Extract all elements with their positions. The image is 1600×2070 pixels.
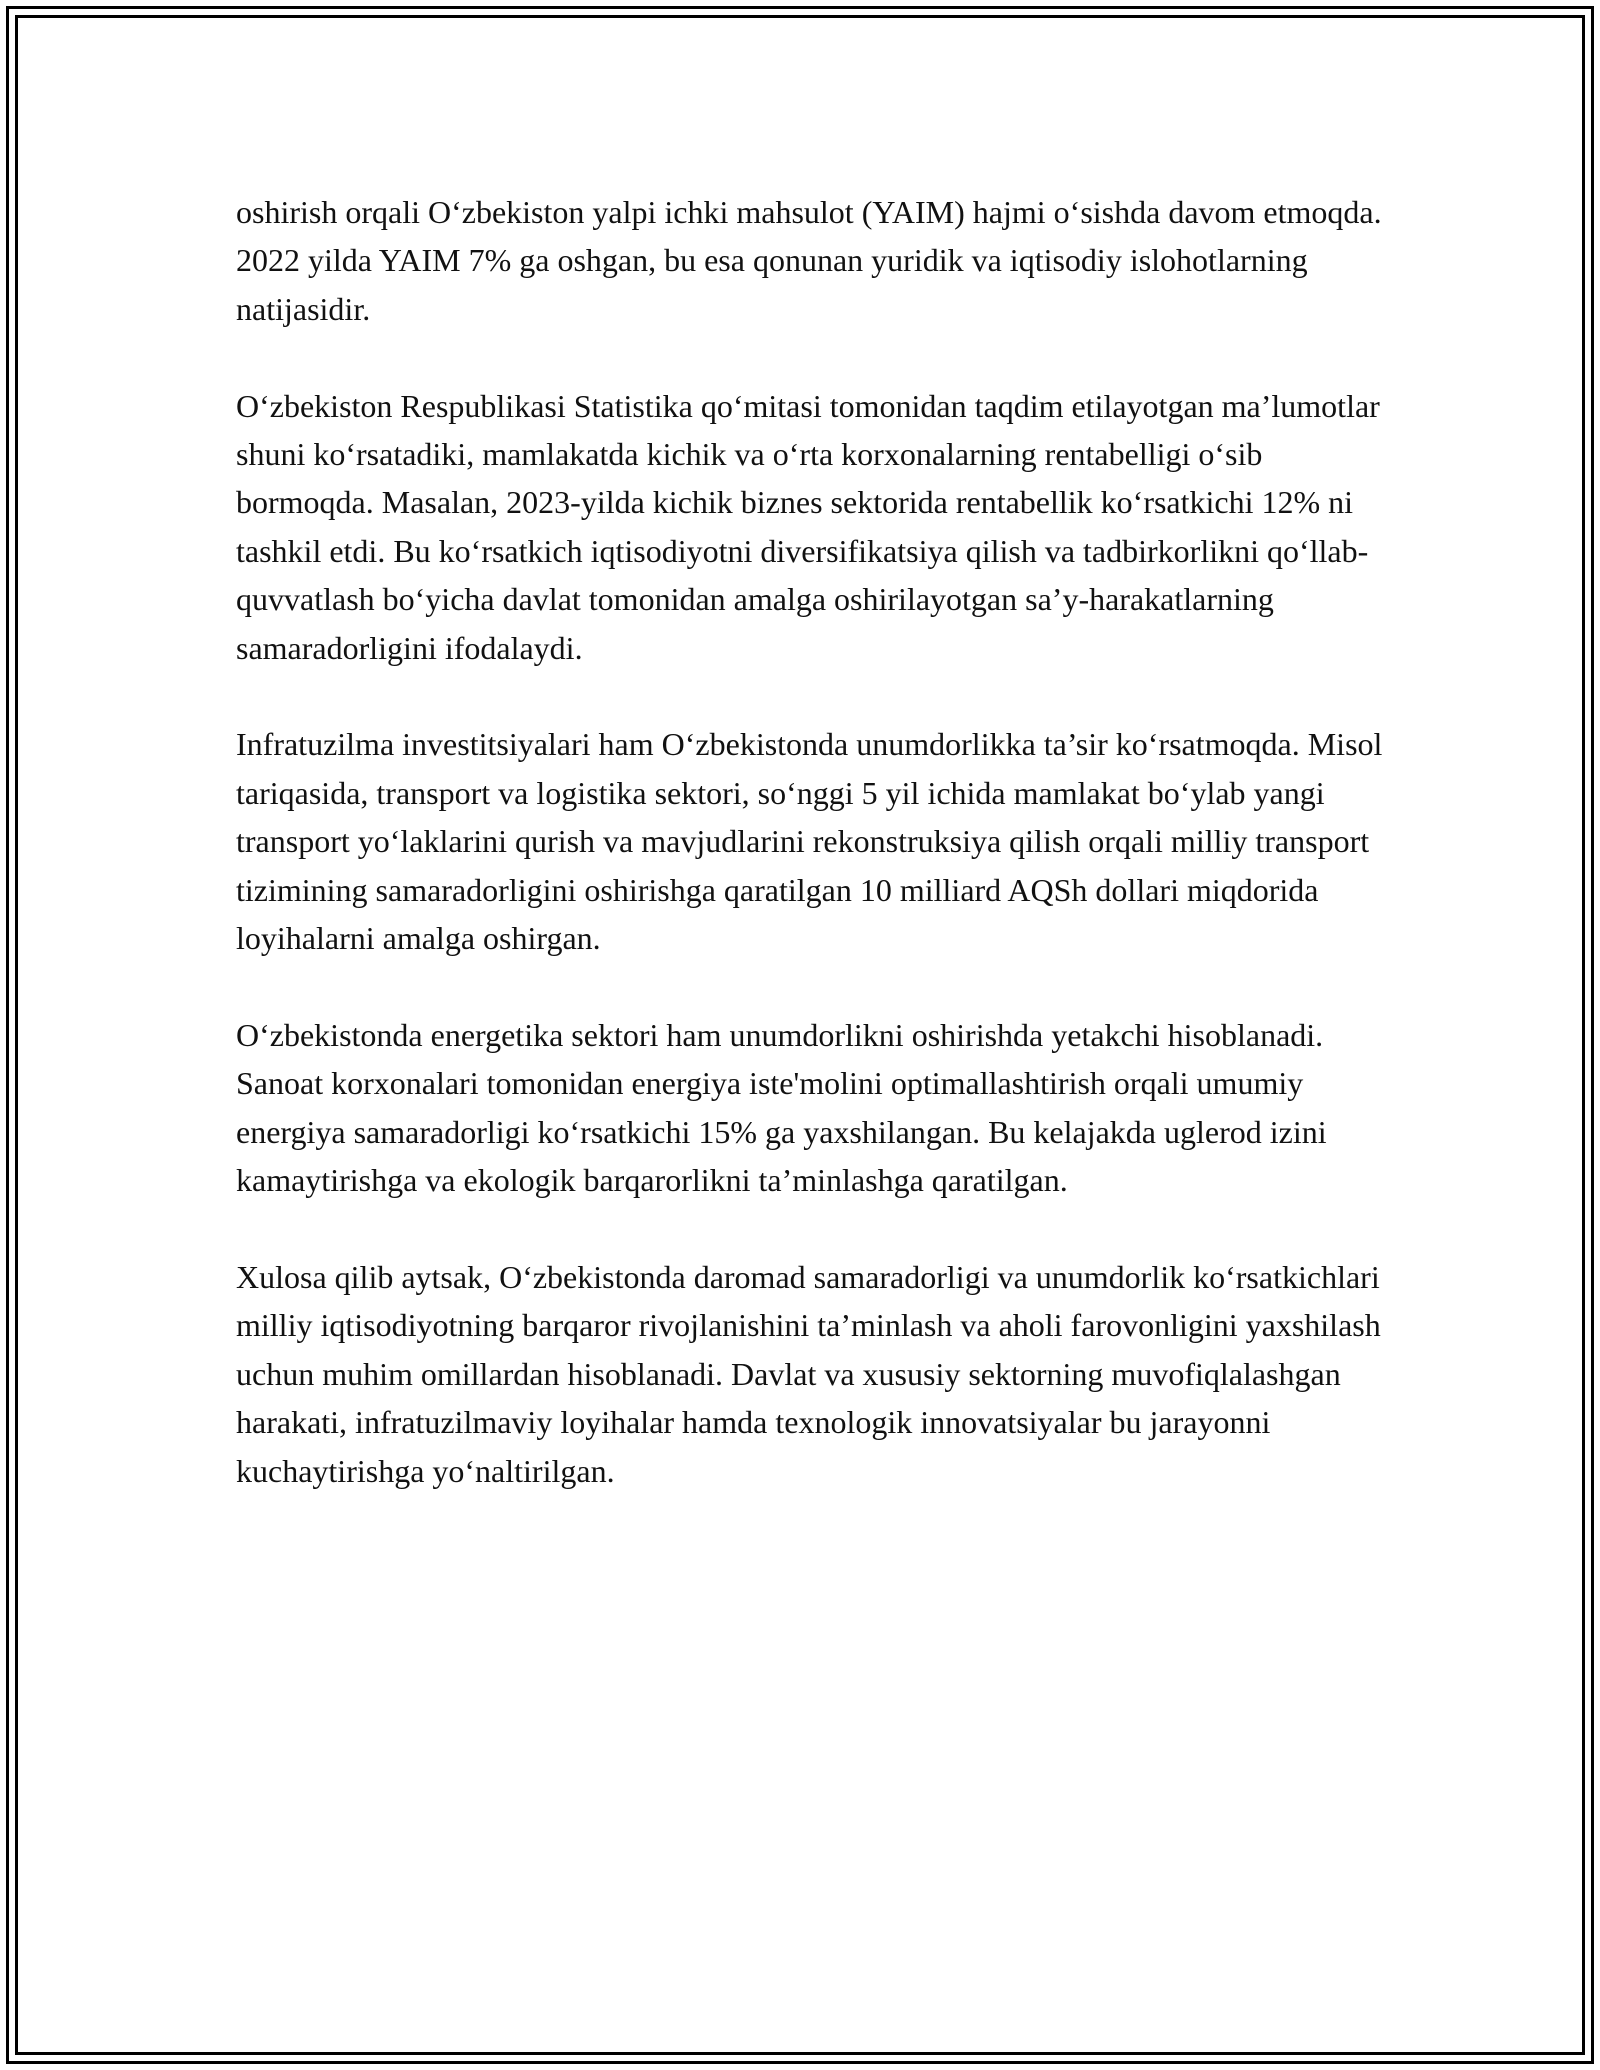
- paragraph-statistics-committee: O‘zbekiston Respublikasi Statistika qo‘mitasi tomonidan taqdim etilayotgan ma’lumotlar shuni ko‘rsatadiki, mamlakatda kichik va o‘rta korxonalarning rentabelligi o‘sib bormoqda. Masalan, 2023-yilda kichik biznes sektorida rentabellik ko‘rsatkichi 12% ni tashkil etdi. Bu ko‘rsatkich iqtisodiyotni diversifikatsiya qilish va tadbirkorlikni qo‘llab-quvvatlash bo‘yicha davlat tomonidan amalga oshirilayotgan sa’y-harakatlarning samaradorligini ifodalaydi.: [236, 387, 1380, 666]
- paragraph-gdp-growth: oshirish orqali O‘zbekiston yalpi ichki mahsulot (YAIM) hajmi o‘sishda davom etmoqda. 2022 yilda YAIM 7% ga oshgan, bu esa qonunan yuridik va iqtisodiy islohotlarning natijasidir.: [236, 194, 1382, 327]
- document-body: [236, 188, 1386, 1495]
- paragraph-conclusion: Xulosa qilib aytsak, O‘zbekistonda daromad samaradorligi va unumdorlik ko‘rsatkichlari milliy iqtisodiyotning barqaror rivojlanishini ta’minlash va aholi farovonligini yaxshilash uchun muhim omillardan hisoblanadi. Davlat va xususiy sektorning muvofiqlalashgan harakati, infratuzilmaviy loyihalar hamda texnologik innovatsiyalar bu jarayonni kuchaytirishga yo‘naltirilgan.: [236, 1258, 1381, 1489]
- paragraph-energy-sector: O‘zbekistonda energetika sektori ham unumdorlikni oshirishda yetakchi hisoblanadi. Sanoat korxonalari tomonidan energiya iste'molini optimallashtirish orqali umumiy energiya samaradorligi ko‘rsatkichi 15% ga yaxshilangan. Bu kelajakda uglerod izini kamaytirishga va ekologik barqarorlikni ta’minlashga qaratilgan.: [236, 1016, 1327, 1199]
- paragraph-infrastructure: Infratuzilma investitsiyalari ham O‘zbekistonda unumdorlikka ta’sir ko‘rsatmoqda. Misol tariqasida, transport va logistika sektori, so‘nggi 5 yil ichida mamlakat bo‘ylab yangi transport yo‘laklarini qurish va mavjudlarini rekonstruksiya qilish orqali milliy transport tizimining samaradorligini oshirishga qaratilgan 10 milliard AQSh dollari miqdorida loyihalarni amalga oshirgan.: [236, 726, 1383, 957]
